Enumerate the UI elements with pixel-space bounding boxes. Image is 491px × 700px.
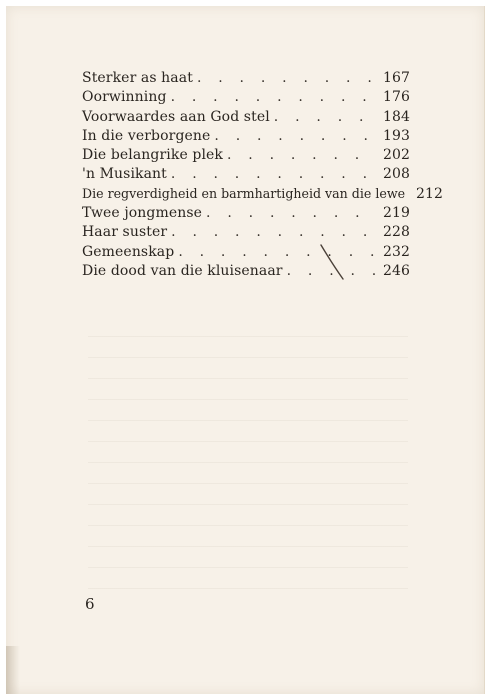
toc-entry	[82, 89, 410, 108]
toc-entry-title: Haar suster	[82, 224, 168, 241]
table-of-contents	[82, 70, 444, 282]
toc-entry-title: Sterker as haat	[82, 70, 193, 86]
dot-leader	[227, 147, 376, 163]
toc-entry-page: 176	[382, 89, 410, 106]
toc-entry-page: 246	[382, 262, 410, 279]
toc-entry-title: Gemeenskap	[82, 243, 175, 260]
toc-entry-page: 228	[382, 224, 410, 241]
dot-leader	[274, 109, 376, 125]
toc-entry	[82, 147, 410, 166]
show-through-text	[88, 336, 408, 596]
dot-leader	[197, 70, 376, 86]
toc-entry-title: Oorwinning	[82, 89, 167, 106]
dot-leader	[206, 205, 376, 221]
toc-entry	[82, 109, 410, 128]
toc-entry	[82, 263, 410, 282]
toc-entry-title: Die dood van die kluisenaar	[82, 262, 283, 279]
toc-entry	[82, 128, 410, 147]
dot-leader	[171, 89, 376, 105]
toc-entry-title: Twee jongmense	[82, 205, 203, 222]
toc-entry-title: Voorwaardes aan God stel	[82, 108, 270, 125]
toc-entry-title: 'n Musikant	[82, 166, 167, 183]
toc-entry	[82, 185, 444, 205]
toc-entry	[82, 166, 410, 185]
page-number: 6	[85, 595, 95, 613]
toc-entry-page: 184	[382, 108, 410, 125]
toc-entry-page: 193	[382, 127, 410, 144]
dot-leader	[171, 224, 376, 240]
toc-entry-page: 219	[382, 205, 410, 222]
toc-entry-title: In die verborgene	[82, 127, 211, 144]
dot-leader	[171, 166, 376, 182]
book-page	[6, 6, 485, 694]
toc-entry	[82, 244, 410, 263]
toc-entry-title: Die belangrike plek	[82, 147, 223, 164]
toc-entry-page: 167	[382, 70, 410, 86]
toc-entry-page: 208	[382, 166, 410, 183]
toc-entry	[82, 205, 410, 224]
toc-entry	[82, 70, 410, 89]
toc-entry-page: 212	[416, 185, 444, 202]
toc-entry-title: Die regverdigheid en barmhartigheid van die lewe	[82, 185, 406, 201]
dot-leader	[214, 128, 376, 144]
pencil-mark	[319, 243, 347, 283]
toc-entry-page: 202	[382, 147, 410, 164]
toc-entry	[82, 224, 410, 243]
toc-entry-page: 232	[382, 243, 410, 260]
